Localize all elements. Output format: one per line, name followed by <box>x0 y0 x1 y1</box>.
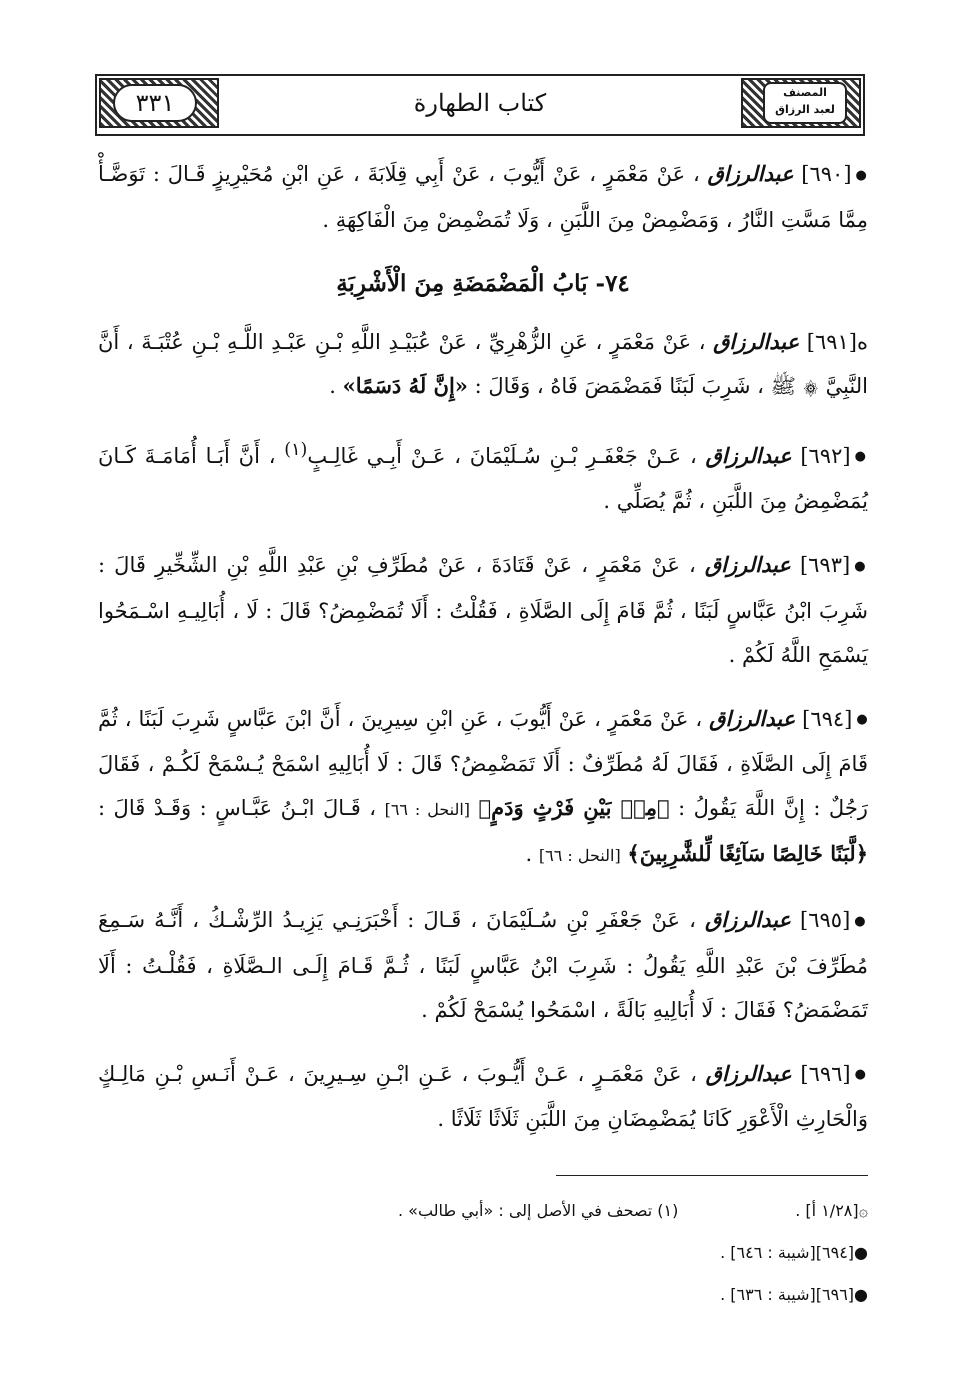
page-body <box>98 152 868 1161</box>
footnote-row-2 <box>98 1232 868 1274</box>
manuscript-ref: ۞[١/٢٨ أ] . <box>795 1201 868 1220</box>
footnote-1: (١) تصحف في الأصل إلى : «أبي طالب» . <box>398 1201 679 1220</box>
quran-citation: [النحل : ٦٦] <box>384 800 471 819</box>
book-seal-logo <box>763 82 847 124</box>
hadith-number: [٦٩٥] <box>800 908 851 932</box>
quran-verse: ﴿مِنۢ بَيْنِ فَرْثٍ وَدَمٍ﴾ <box>478 795 670 820</box>
hadith-695 <box>98 898 868 1032</box>
footnote-ref[interactable]: (١) <box>284 439 308 460</box>
bullet-icon: ● <box>854 449 869 464</box>
footnote-row-1 <box>98 1190 868 1232</box>
quran-verse: ﴿لَّبَنًا خَالِصًا سَآئِغًا لِّلشَّٰرِبِينَ﴾ <box>627 841 868 866</box>
seal-line-2: لعبد الرزاق <box>775 103 835 116</box>
bullet-icon: ● <box>854 558 868 574</box>
chapter-heading: ٧٤- بَابُ الْمَضْمَضَةِ مِنَ الْأَشْرِبَةِ <box>336 269 630 297</box>
author-name: عبدالرزاق <box>705 1060 792 1086</box>
author-name: عبدالرزاق <box>704 907 791 932</box>
prophetic-quote: «إِنَّ لَهُ دَسَمًا» <box>342 372 468 398</box>
hadith-text: ، عَنْ جَعْفَرِ بْنِ سُـلَيْمَانَ ، قَـالَ : أَخْبَرَنِـي يَزِيـدُ الرِّشْـكُ ، أَنَّـهُ سَـمِعَ مُطَرِّفَ بْنَ عَبْدِ اللَّهِ يَقُولُ : شَرِبَ ابْنُ عَبَّاسٍ لَبَنًا ، ثُـمَّ قَـامَ إِلَـى الـصَّلَاةِ ، فَقُلْـتُ : أَلَا تَمَضْمَضُ؟ فَقَالَ : لَا أُبَالِيهِ بَالَةً ، اسْمَحُوا يُسْمَحْ لَكُمْ . <box>98 908 868 1022</box>
author-name: عبدالرزاق <box>709 705 796 731</box>
hadith-text: ، عَنْ مَعْمَرٍ ، عَنْ أَيُّوبَ ، عَنِ ابْنِ سِيرِينَ ، أَنَّ ابْنَ عَبَّاسٍ شَرِبَ لَبَنًا ، ثُمَّ قَامَ إِلَى الصَّلَاةِ ، فَقَالَ لَهُ مُطَرِّفٌ : أَلَا تَمَضْمِضُ؟ قَالَ : لَا أُبَالِيهِ اسْمَحْ يُـسْمَحْ لَكُـمْ ، فَقَالَ رَجُلٌ : إِنَّ اللَّهَ يَقُولُ : <box>98 706 868 820</box>
hadith-text: ، عَنْ مَعْمَـرٍ ، عَـنْ أَيُّـوبَ ، عَـنِ ابْـنِ سِـيرِينَ ، عَـنْ أَنَـسِ بْـنِ مَالِـكٍ وَالْحَارِثِ الْأَعْوَرِ كَانَا يُمَضْمِضَانِ مِنَ اللَّبَنِ ثَلَاثًا ثَلَاثًا . <box>98 1061 868 1131</box>
cross-reference: ●[٦٩٤][شيبة : ٦٤٦] . <box>720 1243 868 1262</box>
hadith-text: ، عَنْ مَعْمَرٍ ، عَنْ قَتَادَةَ ، عَنْ مُطَرِّفِ بْنِ عَبْدِ اللَّهِ بْنِ الشِّخِّيرِ قَالَ : شَرِبَ ابْنُ عَبَّاسٍ لَبَنًا ، ثُمَّ قَامَ إِلَى الصَّلَاةِ ، فَقُلْتُ : أَلَا تُمَضْمِضُ؟ قَالَ : لَا ، أُبَالِيـهِ اسْـمَحُوا يَسْمَحِ اللَّهُ لَكُمْ . <box>98 553 868 667</box>
author-name: عبدالرزاق <box>713 328 800 354</box>
footnote-divider <box>556 1175 868 1176</box>
bullet-icon: ● <box>856 712 869 727</box>
hadith-693 <box>98 543 868 677</box>
hadith-text: ، عَنْ مَعْمَرٍ ، عَنْ أَيُّوبَ ، عَنْ أَبِي قِلَابَةَ ، عَنِ ابْنِ مُحَيْرِيزٍ قَـالَ : تَوَضَّـأْ مِمَّا مَسَّتِ النَّارُ ، وَمَضْمِضْ مِنَ اللَّبَنِ ، وَلَا تُمَضْمِضْ مِنَ الْفَاكِهَةِ . <box>98 162 868 232</box>
hadith-691 <box>98 320 868 408</box>
hadith-text: ، عَنْ مَعْمَرٍ ، عَنِ الزُّهْرِيِّ ، عَنْ عُبَيْـدِ اللَّهِ بْـنِ عَبْـدِ اللَّـهِ بْـنِ عُتْبَـةَ ، أَنَّ النَّبِيَّ ۞ ﷺ ، شَرِبَ لَبَنًا فَمَضْمَضَ فَاهُ ، وَقَالَ : <box>98 329 868 398</box>
book-title: كتاب الطهارة <box>413 89 547 117</box>
hadith-number: [٦٩٣] <box>799 553 851 577</box>
hadith-number: [٦٩١] <box>806 329 857 354</box>
author-name: عبدالرزاق <box>707 161 794 186</box>
author-name: عبدالرزاق <box>705 442 792 468</box>
marker-icon: ه <box>856 329 868 354</box>
bullet-icon: ● <box>855 167 868 183</box>
page-header <box>95 74 865 136</box>
hadith-number: [٦٩٠] <box>801 162 852 186</box>
hadith-tail: . <box>329 373 336 398</box>
cross-reference: ●[٦٩٦][شيبة : ٦٣٦] . <box>720 1285 868 1304</box>
bullet-icon: ● <box>854 913 868 929</box>
author-name: عبدالرزاق <box>704 552 791 577</box>
quran-citation: [النحل : ٦٦] <box>538 846 621 865</box>
hadith-690 <box>98 152 868 242</box>
hadith-tail: ، أَنَّ أَبَـا أُمَامَـةَ كَـانَ يُمَضْمِضُ مِنَ اللَّبَنِ ، ثُمَّ يُصَلِّي . <box>98 443 868 513</box>
hadith-number: [٦٩٦] <box>800 1061 851 1086</box>
page-number: ٣٣١ <box>113 84 197 122</box>
footnotes <box>98 1190 868 1316</box>
hadith-696 <box>98 1052 868 1142</box>
hadith-692 <box>98 428 868 524</box>
hadith-number: [٦٩٢] <box>800 443 851 468</box>
seal-line-1: المصنف <box>783 86 827 99</box>
hadith-number: [٦٩٤] <box>802 706 853 731</box>
bullet-icon: ● <box>854 1067 868 1082</box>
footnote-row-3 <box>98 1274 868 1316</box>
hadith-text: ، عَـنْ جَعْفَـرِ بْـنِ سُـلَيْمَانَ ، عَـنْ أَبِـي غَالِـبٍ <box>307 443 697 468</box>
hadith-tail: . <box>525 842 533 866</box>
hadith-text-mid: ، قَـالَ ابْـنُ عَبَّـاسٍ : وَقَـدْ قَالَ : <box>98 796 377 820</box>
hadith-694 <box>98 697 868 879</box>
